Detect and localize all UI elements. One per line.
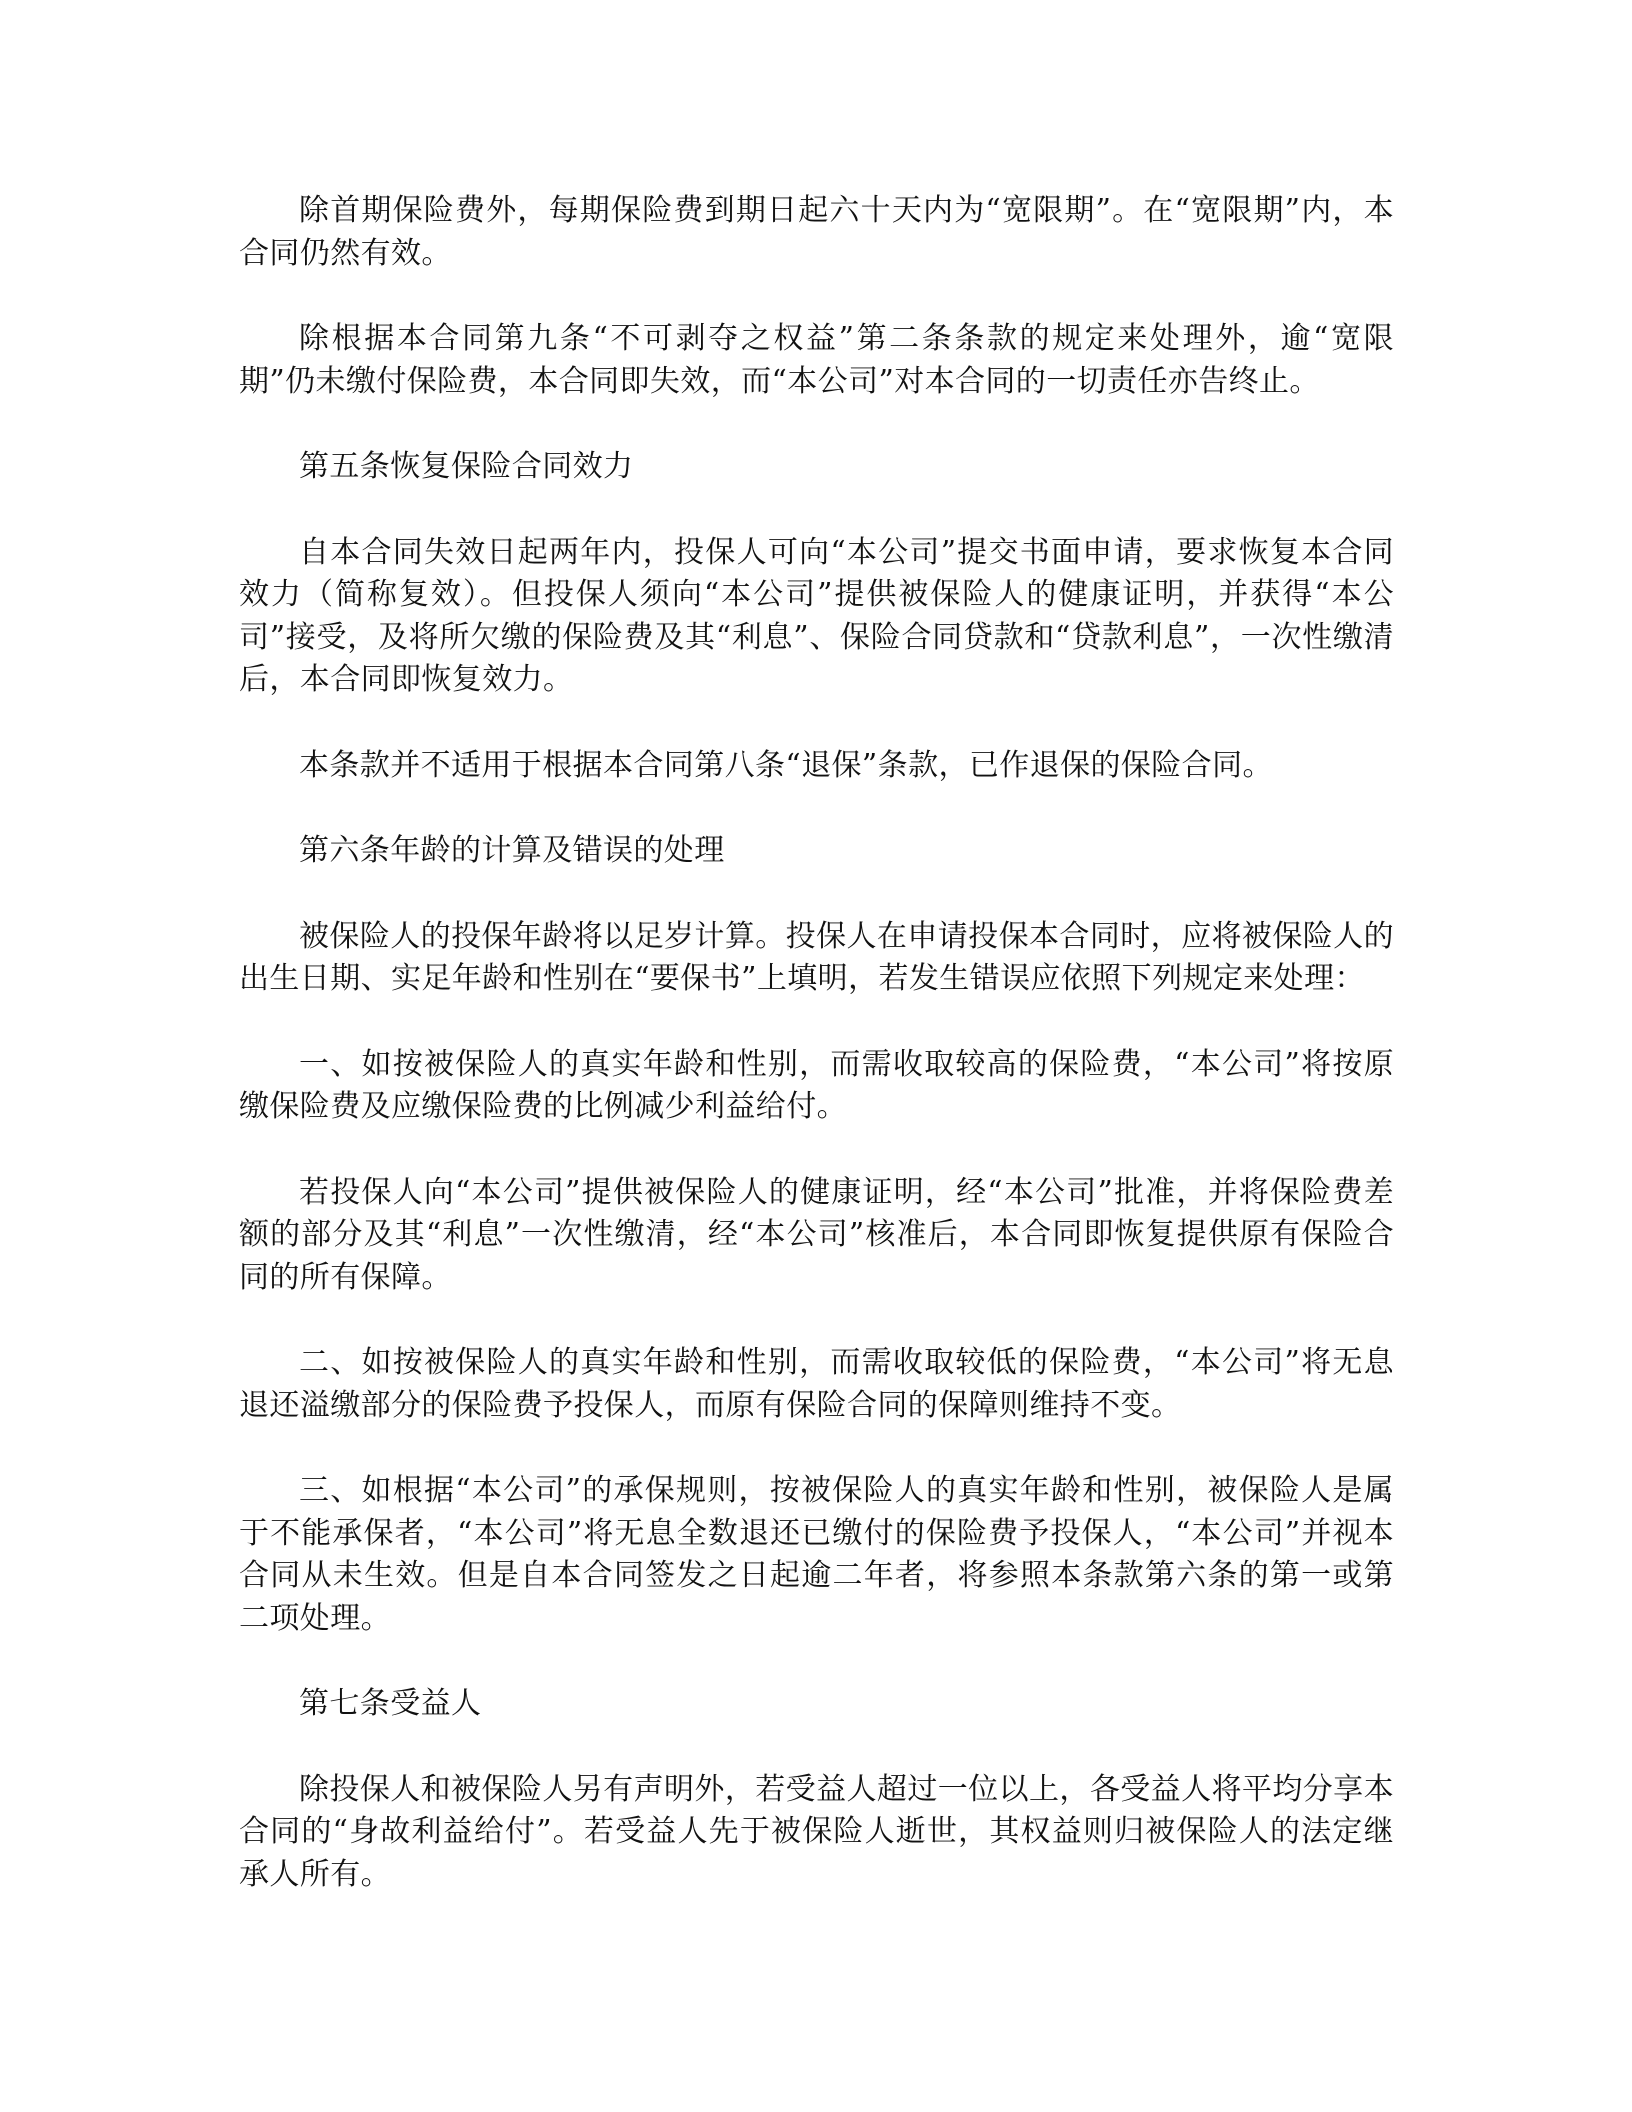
paragraph-grace-period: 除首期保险费外，每期保险费到期日起六十天内为“宽限期”。在“宽限期”内，本合同仍然有效。	[239, 193, 1394, 271]
paragraph-age-rule-1: 一、如按被保险人的真实年龄和性别，而需收取较高的保险费，“本公司”将按原缴保险费及应缴保险费的比例减少利益给付。	[239, 1046, 1394, 1124]
section-heading-article-7: 第七条受益人	[299, 1686, 482, 1721]
paragraph-age-rule-2: 二、如按被保险人的真实年龄和性别，而需收取较低的保险费，“本公司”将无息退还溢缴部分的保险费予投保人，而原有保险合同的保障则维持不变。	[239, 1345, 1394, 1423]
paragraph-reinstatement-exclusion: 本条款并不适用于根据本合同第八条“退保”条款，已作退保的保险合同。	[299, 747, 1273, 783]
paragraph-age-calculation: 被保险人的投保年龄将以足岁计算。投保人在申请投保本合同时，应将被保险人的出生日期、实足年龄和性别在“要保书”上填明，若发生错误应依照下列规定来处理：	[239, 918, 1394, 996]
paragraph-age-rule-3: 三、如根据“本公司”的承保规则，按被保险人的真实年龄和性别，被保险人是属于不能承保者，“本公司”将无息全数退还已缴付的保险费予投保人，“本公司”并视本合同从未生效。但是自本合同签发之日起逾二年者，将参照本条款第六条的第一或第二项处理。	[239, 1473, 1394, 1636]
paragraph-reinstatement: 自本合同失效日起两年内，投保人可向“本公司”提交书面申请，要求恢复本合同效力（简称复效）。但投保人须向“本公司”提供被保险人的健康证明，并获得“本公司”接受，及将所欠缴的保险费及其“利息”、保险合同贷款和“贷款利息”，一次性缴清后，本合同即恢复效力。	[239, 534, 1394, 697]
section-heading-article-5: 第五条恢复保险合同效力	[299, 449, 634, 484]
paragraph-beneficiary: 除投保人和被保险人另有声明外，若受益人超过一位以上，各受益人将平均分享本合同的“身故利益给付”。若受益人先于被保险人逝世，其权益则归被保险人的法定继承人所有。	[239, 1771, 1394, 1892]
section-heading-article-6: 第六条年龄的计算及错误的处理	[299, 833, 725, 868]
paragraph-lapse: 除根据本合同第九条“不可剥夺之权益”第二条条款的规定来处理外，逾“宽限期”仍未缴付保险费，本合同即失效，而“本公司”对本合同的一切责任亦告终止。	[239, 321, 1394, 399]
paragraph-age-rule-1-supplement: 若投保人向“本公司”提供被保险人的健康证明，经“本公司”批准，并将保险费差额的部分及其“利息”一次性缴清，经“本公司”核准后，本合同即恢复提供原有保险合同的所有保障。	[239, 1174, 1394, 1295]
document-body	[239, 190, 1394, 1939]
